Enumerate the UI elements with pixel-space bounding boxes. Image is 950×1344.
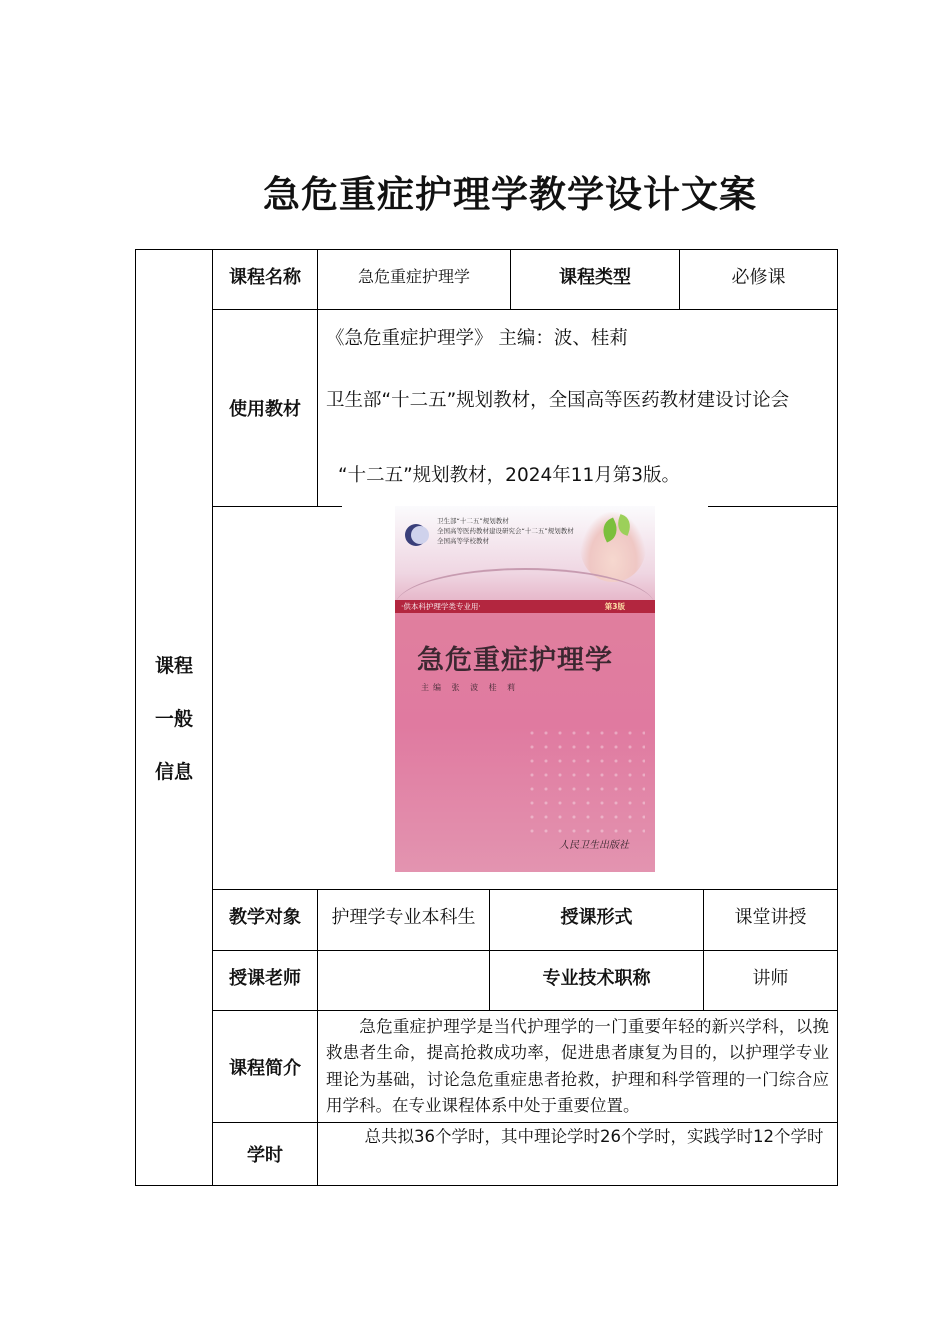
page-title: 急危重症护理学教学设计文案 — [263, 173, 757, 216]
side-label-line: 一般 — [154, 708, 193, 730]
hours-content: 总共拟36个学时，其中理论学时26个学时，实践学时12个学时 — [364, 1127, 824, 1146]
cover-edition: 第3版 — [604, 602, 625, 611]
textbook-line: “十二五”规划教材，2024年11月第3版。 — [338, 465, 681, 486]
textbook-label: 使用教材 — [229, 399, 301, 420]
cover-book-title: 急危重症护理学 — [417, 645, 613, 676]
cover-series-line: 全国高等学校教材 — [437, 537, 489, 545]
cover-editors: 主编 张 波 桂 莉 — [421, 683, 520, 692]
course-type-value: 必修课 — [731, 266, 786, 288]
textbook-line: 卫生部“十二五”规划教材，全国高等医药教材建设讨论会 — [326, 390, 790, 411]
side-label — [136, 250, 212, 1185]
hours-text — [332, 1124, 824, 1151]
teaching-target-label: 教学对象 — [229, 907, 301, 928]
teaching-form-label: 授课形式 — [560, 907, 633, 928]
side-label-line: 课程 — [154, 655, 193, 677]
table-border-right — [837, 249, 838, 1186]
course-intro-cell — [318, 1011, 837, 1122]
course-intro-label: 课程简介 — [229, 1057, 301, 1079]
teaching-form-value: 课堂讲授 — [734, 907, 807, 928]
professional-title-label: 专业技术职称 — [542, 968, 651, 989]
hours-cell — [318, 1123, 837, 1179]
course-intro-text — [326, 1014, 829, 1120]
cover-series-text — [437, 516, 574, 546]
table-border-bottom — [135, 1185, 838, 1186]
cover-series-line: 卫生部“十二五”规划教材 — [437, 517, 509, 525]
course-type-label: 课程类型 — [559, 266, 631, 288]
cover-series-line: 全国高等医药教材建设研究会“十二五”规划教材 — [437, 527, 574, 535]
course-name-label: 课程名称 — [229, 266, 301, 288]
teaching-target-value: 护理学专业本科生 — [331, 907, 476, 928]
course-name-value: 急危重症护理学 — [357, 267, 470, 286]
textbook-line: 《急危重症护理学》 主编：波、桂莉 — [326, 328, 628, 349]
book-cover-image — [395, 506, 655, 872]
side-label-line: 信息 — [154, 761, 193, 783]
teacher-value — [318, 951, 489, 1003]
course-intro-content: 急危重症护理学是当代护理学的一门重要年轻的新兴学科，以挽救患者生命，提高抢救成功率，促进患者康复为目的，以护理学专业理论为基础，讨论急危重症患者抢救，护理和科学管理的一门综合应用学科。在专业课程体系中处于重要位置。 — [326, 1016, 829, 1115]
hours-label: 学时 — [247, 1145, 283, 1166]
cover-audience: ·供本科护理学类专业用· — [401, 602, 481, 611]
cover-publisher: 人民卫生出版社 — [559, 840, 629, 851]
professional-title-value: 讲师 — [752, 968, 789, 989]
cover-dot-pattern — [525, 726, 645, 836]
cover-red-band — [395, 600, 655, 613]
moon-logo-icon — [405, 524, 427, 546]
row-divider — [708, 506, 838, 507]
teacher-label: 授课老师 — [229, 968, 301, 989]
row-divider — [212, 506, 342, 507]
